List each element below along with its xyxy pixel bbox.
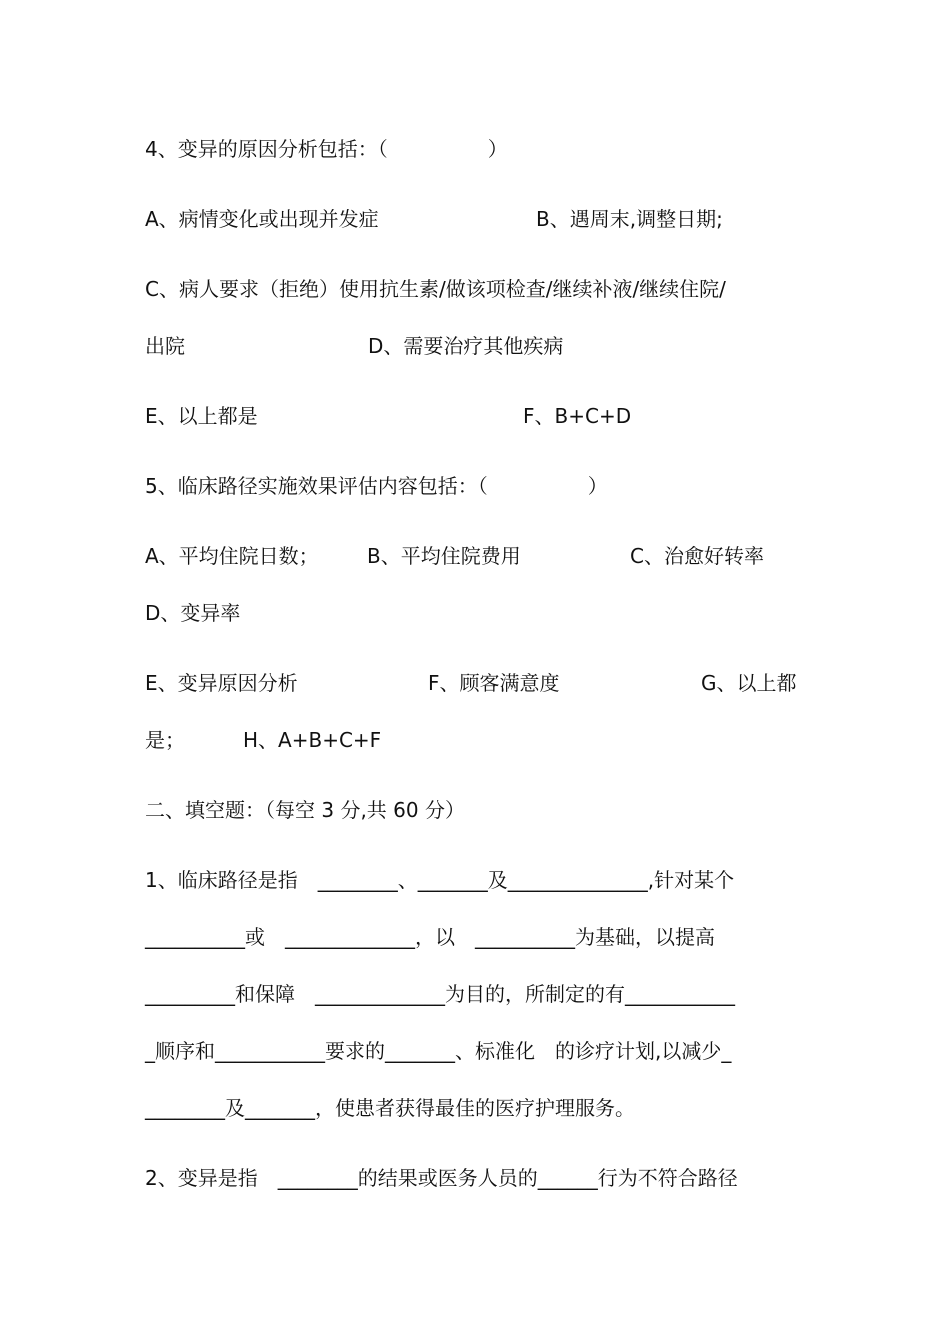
- q5-option-g: G、以上都: [701, 671, 797, 695]
- fill1-line5: [145, 1091, 815, 1125]
- q4-option-e: E、以上都是: [145, 404, 258, 428]
- fill2-line1: [145, 1161, 815, 1195]
- q5-option-h: H、A+B+C+F: [243, 728, 382, 752]
- q4-options-ef: [145, 399, 815, 433]
- q4-stem-text: 4、变异的原因分析包括：（ ）: [145, 137, 508, 161]
- fill1-line5-text: ________及_______，使患者获得最佳的医疗护理服务。: [145, 1096, 635, 1120]
- q5-option-f: F、顾客满意度: [428, 671, 560, 695]
- q5-option-d-row: [145, 596, 815, 630]
- q5-option-g-cont: 是；: [145, 728, 185, 752]
- q5-option-d: D、变异率: [145, 601, 241, 625]
- q4-option-c-line1: C、病人要求（拒绝）使用抗生素/做该项检查/继续补液/继续住院/: [145, 277, 726, 301]
- fill1-line1-text: 1、临床路径是指 ________、_______及______________,针对某个: [145, 868, 735, 892]
- fill1-line2-text: __________或 _____________，以 __________为基础，以提高: [145, 925, 715, 949]
- q5-options-gh: [145, 723, 815, 757]
- fill1-line2: [145, 920, 815, 954]
- q4-option-c: [145, 272, 815, 306]
- q4-option-b: B、遇周末,调整日期;: [536, 207, 723, 231]
- q4-option-d: D、需要治疗其他疾病: [368, 334, 564, 358]
- q4-option-c-line2: 出院: [145, 334, 185, 358]
- q5-option-e: E、变异原因分析: [145, 671, 298, 695]
- section2-heading: [145, 793, 815, 827]
- section2-heading-text: 二、填空题：（每空 3 分,共 60 分）: [145, 798, 465, 822]
- q5-stem-text: 5、临床路径实施效果评估内容包括：（ ）: [145, 474, 608, 498]
- q4-options-cd: [145, 329, 815, 363]
- fill1-line3: [145, 977, 815, 1011]
- fill2-line1-text: 2、变异是指 ________的结果或医务人员的______行为不符合路径: [145, 1166, 738, 1190]
- q5-option-b: B、平均住院费用: [367, 544, 521, 568]
- q4-stem: [145, 132, 815, 166]
- q5-options-efg: [145, 666, 815, 700]
- fill1-line4-text: _顺序和___________要求的_______、标准化 的诊疗计划,以减少_: [145, 1039, 732, 1063]
- q4-option-f: F、B+C+D: [523, 404, 632, 428]
- fill1-line4: [145, 1034, 815, 1068]
- fill1-line3-text: _________和保障 _____________为目的，所制定的有___________: [145, 982, 735, 1006]
- q5-option-c: C、治愈好转率: [630, 544, 764, 568]
- q5-option-a: A、平均住院日数；: [145, 544, 319, 568]
- q5-stem: [145, 469, 815, 503]
- q4-option-a: A、病情变化或出现并发症: [145, 207, 379, 231]
- q4-options-ab: [145, 202, 815, 236]
- q5-options-abc: [145, 539, 815, 573]
- fill1-line1: [145, 863, 815, 897]
